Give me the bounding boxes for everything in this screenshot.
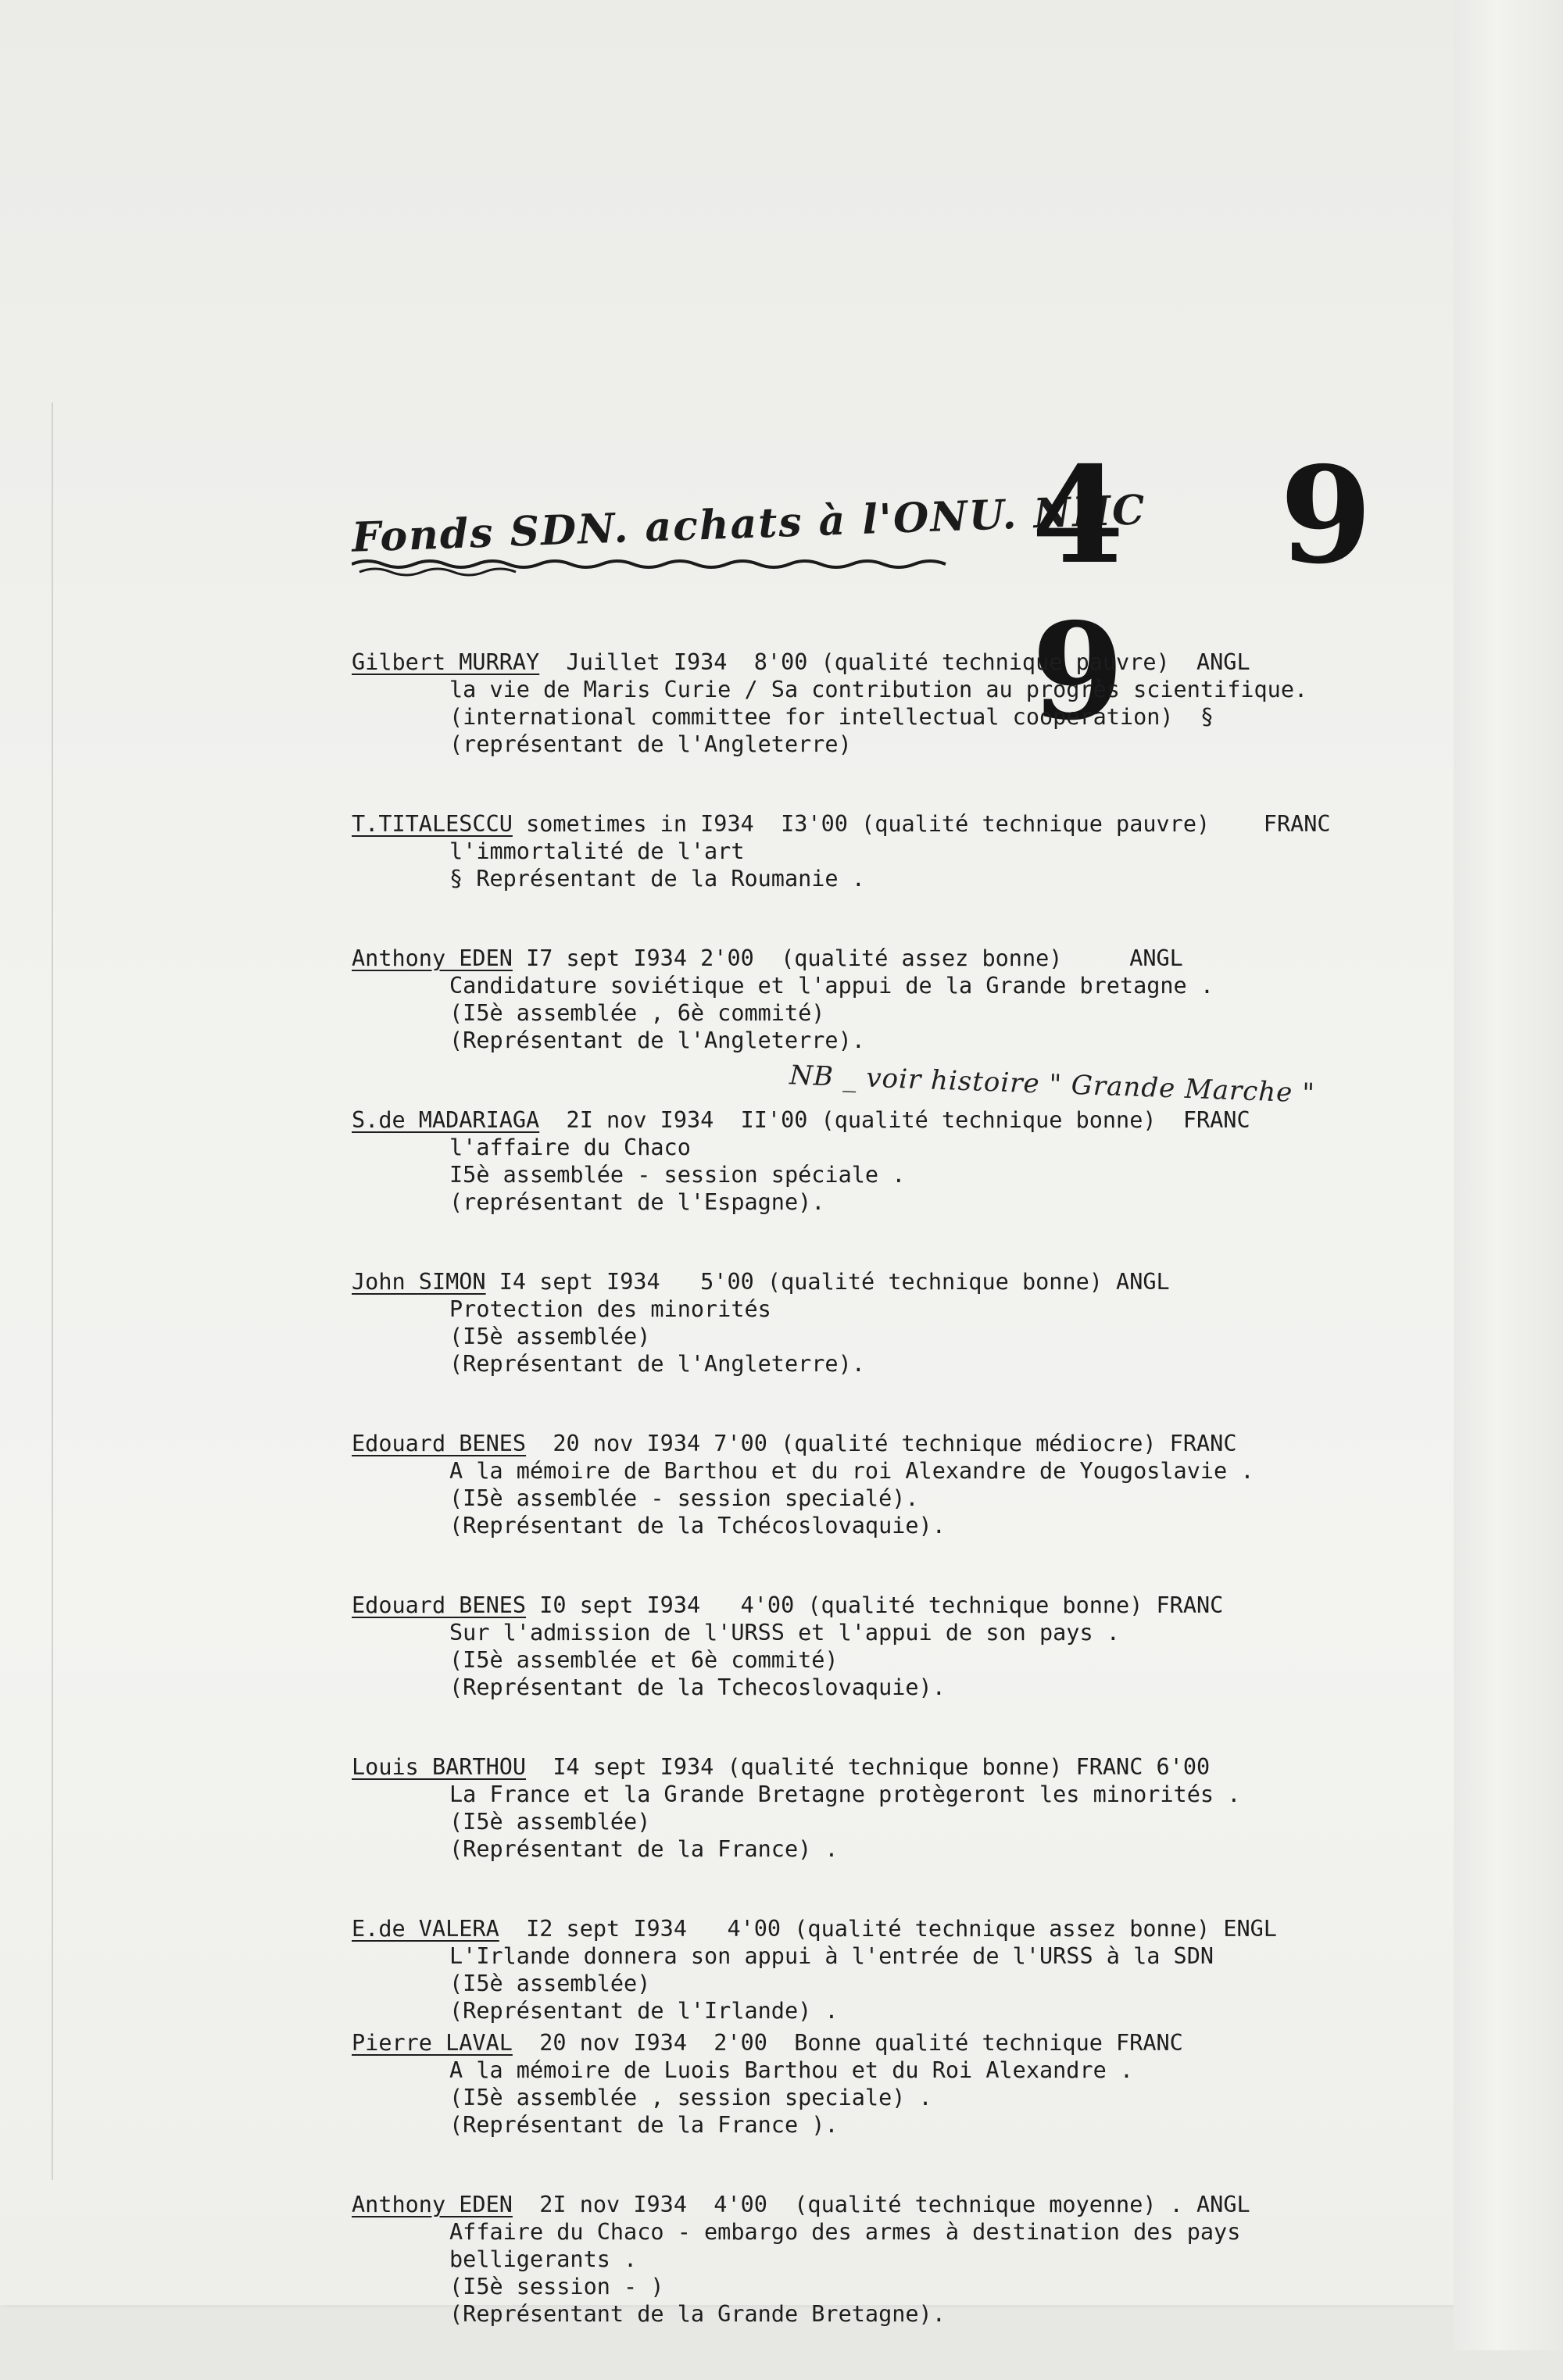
entry-details: 2I nov I934 4'00 (qualité technique moyenne) . ANGL: [526, 2192, 1250, 2217]
entry-line: (Représentant de l'Irlande) .: [449, 1998, 839, 2024]
entry-header: [352, 649, 1383, 676]
entry-line: (Représentant de l'Angleterre).: [449, 1351, 865, 1377]
entry-line: L'Irlande donnera son appui à l'entrée de l'URSS à la SDN: [449, 1943, 1214, 1969]
entry-header: [352, 810, 1383, 838]
entry-header: [352, 1915, 1383, 1942]
list-item: [352, 2029, 1383, 2139]
entry-line: (I5è assemblée , session speciale) .: [449, 2085, 932, 2110]
list-item: [352, 1430, 1383, 1539]
entry-header: [352, 1268, 1383, 1295]
entry-line: (Représentant de la France) .: [449, 1836, 839, 1862]
entry-line: (Représentant de la France ).: [449, 2112, 839, 2138]
entry-line: Protection des minorités: [449, 1296, 771, 1322]
stamp-number: 4 9 9: [1032, 438, 1427, 750]
entry-details: I2 sept I934 4'00 (qualité technique assez bonne) ENGL: [512, 1916, 1277, 1942]
entry-line: belligerants .: [449, 2246, 638, 2272]
entry-line: (Représentant de la Tchécoslovaquie).: [449, 1513, 946, 1538]
entry-line: (I5è assemblée): [449, 1324, 651, 1349]
entry-line: (Représentant de la Grande Bretagne).: [449, 2301, 946, 2327]
entry-line: La France et la Grande Bretagne protègeront les minorités .: [449, 1781, 1241, 1807]
entry-details: Juillet I934 8'00 (qualité technique pauvre) ANGL: [566, 649, 1250, 675]
entry-details: 20 nov I934 2'00 Bonne qualité technique FRANC: [526, 2030, 1183, 2056]
list-item: [352, 810, 1383, 892]
handwritten-title: Fonds SDN. achats à l'ONU. NHC: [351, 486, 1147, 562]
entry-line: Sur l'admission de l'URSS et l'appui de son pays .: [449, 1620, 1120, 1646]
entry-line: (international committee for intellectual cooperation) §: [449, 704, 1214, 730]
entry-details: I4 sept I934 (qualité technique bonne) FRANC 6'00: [539, 1754, 1211, 1780]
list-item: [352, 1106, 1383, 1216]
entry-line: A la mémoire de Barthou et du roi Alexandre de Yougoslavie .: [449, 1458, 1254, 1484]
entry-details: I7 sept I934 2'00 (qualité assez bonne) ANGL: [526, 945, 1183, 971]
list-item: [352, 2191, 1383, 2328]
entry-header: [352, 1753, 1383, 1781]
entry-line: (I5è assemblée et 6è commité): [449, 1647, 839, 1673]
list-item: [352, 1592, 1383, 1701]
desk-background: [1454, 0, 1563, 2350]
entry-line: Candidature soviétique et l'appui de la Grande bretagne .: [449, 973, 1214, 999]
entry-line: (I5è assemblée - session specialé).: [449, 1485, 919, 1511]
entry-details: 20 nov I934 7'00 (qualité technique médiocre) FRANC: [539, 1431, 1237, 1456]
speaker-name: Edouard BENES: [352, 1431, 527, 1456]
entry-details: 2I nov I934 II'00 (qualité technique bonne) FRANC: [566, 1107, 1250, 1133]
entry-line: I5è assemblée - session spéciale .: [449, 1162, 906, 1188]
entry-header: [352, 1106, 1383, 1134]
entry-line: (représentant de l'Espagne).: [449, 1189, 825, 1215]
entry-line: l'immortalité de l'art: [449, 838, 745, 864]
entry-header: [352, 1430, 1383, 1457]
list-item: [352, 649, 1383, 758]
entry-line: (I5è assemblée): [449, 1971, 651, 1996]
entry-line: (I5è assemblée , 6è commité): [449, 1000, 825, 1026]
entry-line: § Représentant de la Roumanie .: [449, 866, 865, 892]
speaker-name: Gilbert MURRAY: [352, 649, 540, 675]
entry-line: Affaire du Chaco - embargo des armes à destination des pays: [449, 2219, 1241, 2245]
entry-line: l'affaire du Chaco: [449, 1135, 691, 1160]
entry-line: (I5è session - ): [449, 2274, 664, 2300]
margin-note: NB _ voir histoire " Grande Marche ": [789, 1060, 1316, 1110]
entry-details: I0 sept I934 4'00 (qualité technique bonne) FRANC: [539, 1592, 1224, 1618]
speech-list: [352, 649, 1383, 2380]
speaker-name: Anthony EDEN: [352, 945, 513, 971]
speaker-name: Pierre LAVAL: [352, 2030, 513, 2056]
speaker-name: S.de MADARIAGA: [352, 1107, 540, 1133]
entry-header: [352, 2191, 1383, 2218]
entry-line: A la mémoire de Luois Barthou et du Roi Alexandre .: [449, 2057, 1134, 2083]
entry-details: I4 sept I934 5'00 (qualité technique bonne) ANGL: [499, 1269, 1170, 1295]
list-item: [352, 1915, 1383, 2024]
speaker-name: T.TITALESCCU: [352, 811, 513, 837]
wavy-underline: [352, 556, 961, 577]
list-item: [352, 945, 1383, 1054]
entry-line: (Représentant de la Tchecoslovaquie).: [449, 1674, 946, 1700]
list-item: [352, 1268, 1383, 1378]
entry-line: (représentant de l'Angleterre): [449, 731, 852, 757]
speaker-name: E.de VALERA: [352, 1916, 499, 1942]
entry-header: [352, 2029, 1383, 2057]
list-item: [352, 1753, 1383, 1863]
entry-line: (I5è assemblée): [449, 1809, 651, 1835]
entry-header: [352, 945, 1383, 972]
speaker-name: John SIMON: [352, 1269, 486, 1295]
speaker-name: Edouard BENES: [352, 1592, 527, 1618]
entry-details: sometimes in I934 I3'00 (qualité technique pauvre) FRANC: [526, 811, 1331, 837]
entry-header: [352, 1592, 1383, 1619]
entry-line: la vie de Maris Curie / Sa contribution au progrès scientifique.: [449, 677, 1308, 702]
entry-line: (Représentant de l'Angleterre).: [449, 1027, 865, 1053]
speaker-name: Anthony EDEN: [352, 2192, 513, 2217]
speaker-name: Louis BARTHOU: [352, 1754, 527, 1780]
